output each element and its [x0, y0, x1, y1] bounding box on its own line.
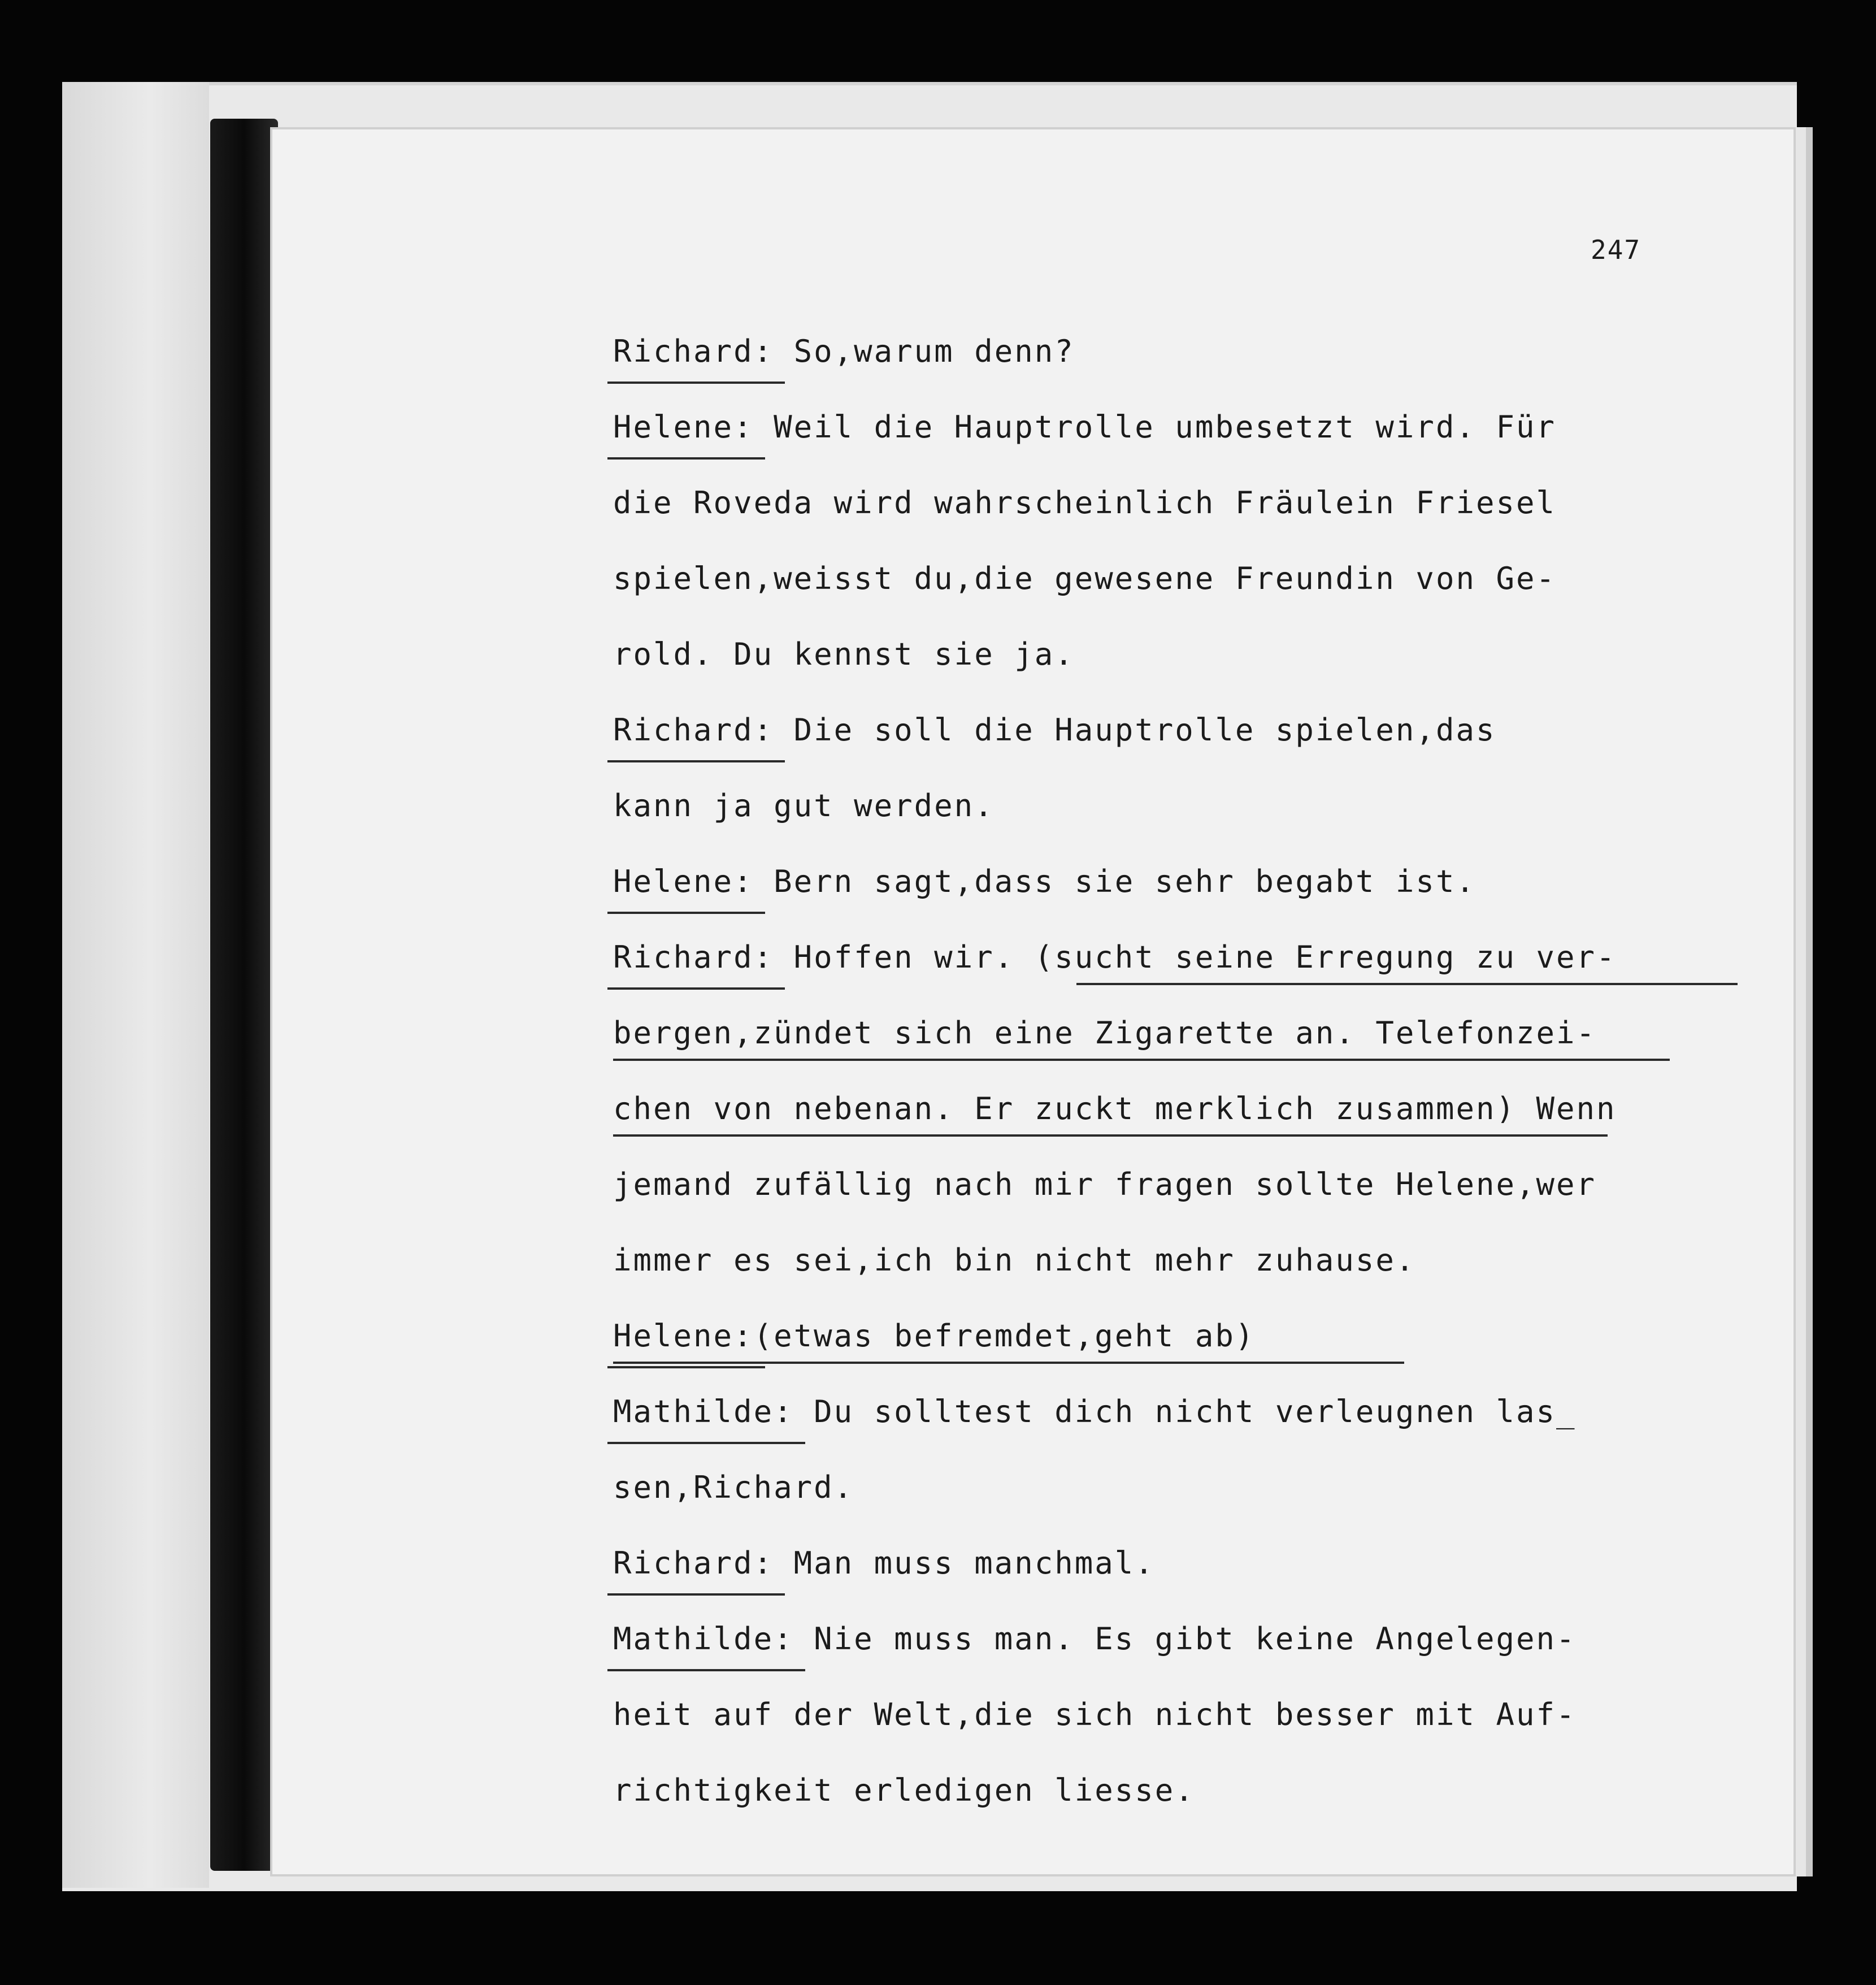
stage-direction-underline — [1076, 983, 1738, 985]
speaker-name: Richard: — [613, 314, 774, 389]
line-text: chen von nebenan. Er zuckt merklich zusammen) Wenn — [613, 1091, 1617, 1126]
line-text: Nie muss man. Es gibt keine Angelegen- — [793, 1621, 1577, 1657]
line-text: immer es sei,ich bin nicht mehr zuhause. — [613, 1242, 1416, 1278]
script-line — [613, 844, 1755, 920]
line-text: heit auf der Welt,die sich nicht besser mit Auf- — [613, 1697, 1577, 1732]
script-line — [613, 1601, 1755, 1677]
line-text: sen,Richard. — [613, 1470, 854, 1505]
speaker-name: Richard: — [613, 692, 774, 768]
speaker-name: Richard: — [613, 920, 774, 995]
speaker-name: Helene: — [613, 1298, 754, 1374]
script-line — [613, 1525, 1755, 1601]
line-text: Man muss manchmal. — [774, 1545, 1155, 1581]
script-line — [613, 768, 1755, 844]
script-line — [613, 1071, 1755, 1147]
line-text: Du solltest dich nicht verleugnen las_ — [793, 1394, 1577, 1429]
line-text: rold. Du kennst sie ja. — [613, 636, 1075, 672]
speaker-name: Helene: — [613, 844, 754, 920]
script-body — [613, 314, 1755, 1828]
script-line — [613, 1753, 1755, 1828]
binding-shadow — [210, 119, 278, 1871]
speaker-name: Mathilde: — [613, 1374, 794, 1450]
line-text: jemand zufällig nach mir fragen sollte Helene,wer — [613, 1167, 1597, 1202]
line-text: Weil die Hauptrolle umbesetzt wird. Für — [753, 409, 1557, 445]
line-text: So,warum denn? — [774, 333, 1075, 369]
script-line — [613, 920, 1755, 995]
page-number: 247 — [1591, 235, 1642, 265]
line-text: Hoffen wir. (sucht seine Erregung zu ver- — [774, 939, 1617, 975]
line-text: Die soll die Hauptrolle spielen,das — [774, 712, 1496, 748]
script-line — [613, 465, 1755, 541]
back-sheet-edge — [62, 82, 209, 1888]
line-text: richtigkeit erledigen liesse. — [613, 1772, 1195, 1808]
script-line — [613, 1298, 1755, 1374]
script-line — [613, 1147, 1755, 1223]
line-text: Bern sagt,dass sie sehr begabt ist. — [753, 864, 1476, 899]
script-line — [613, 617, 1755, 692]
script-line — [613, 314, 1755, 389]
script-line — [613, 995, 1755, 1071]
script-line — [613, 1450, 1755, 1525]
line-text: bergen,zündet sich eine Zigarette an. Telefonzei- — [613, 1015, 1597, 1051]
script-line — [613, 1223, 1755, 1298]
stage-direction-underline — [613, 1362, 1404, 1364]
script-line — [613, 389, 1755, 465]
line-text: (etwas befremdet,geht ab) — [753, 1318, 1256, 1354]
script-line — [613, 541, 1755, 617]
line-text: kann ja gut werden. — [613, 788, 995, 824]
stage-direction-underline — [613, 1134, 1608, 1137]
script-line — [613, 1677, 1755, 1753]
line-text: die Roveda wird wahrscheinlich Fräulein Friesel — [613, 485, 1557, 521]
speaker-name: Richard: — [613, 1525, 774, 1601]
line-text: spielen,weisst du,die gewesene Freundin von Ge- — [613, 561, 1557, 596]
stage-direction-underline — [613, 1059, 1670, 1061]
script-line — [613, 692, 1755, 768]
speaker-name: Mathilde: — [613, 1601, 794, 1677]
script-line — [613, 1374, 1755, 1450]
speaker-name: Helene: — [613, 389, 754, 465]
